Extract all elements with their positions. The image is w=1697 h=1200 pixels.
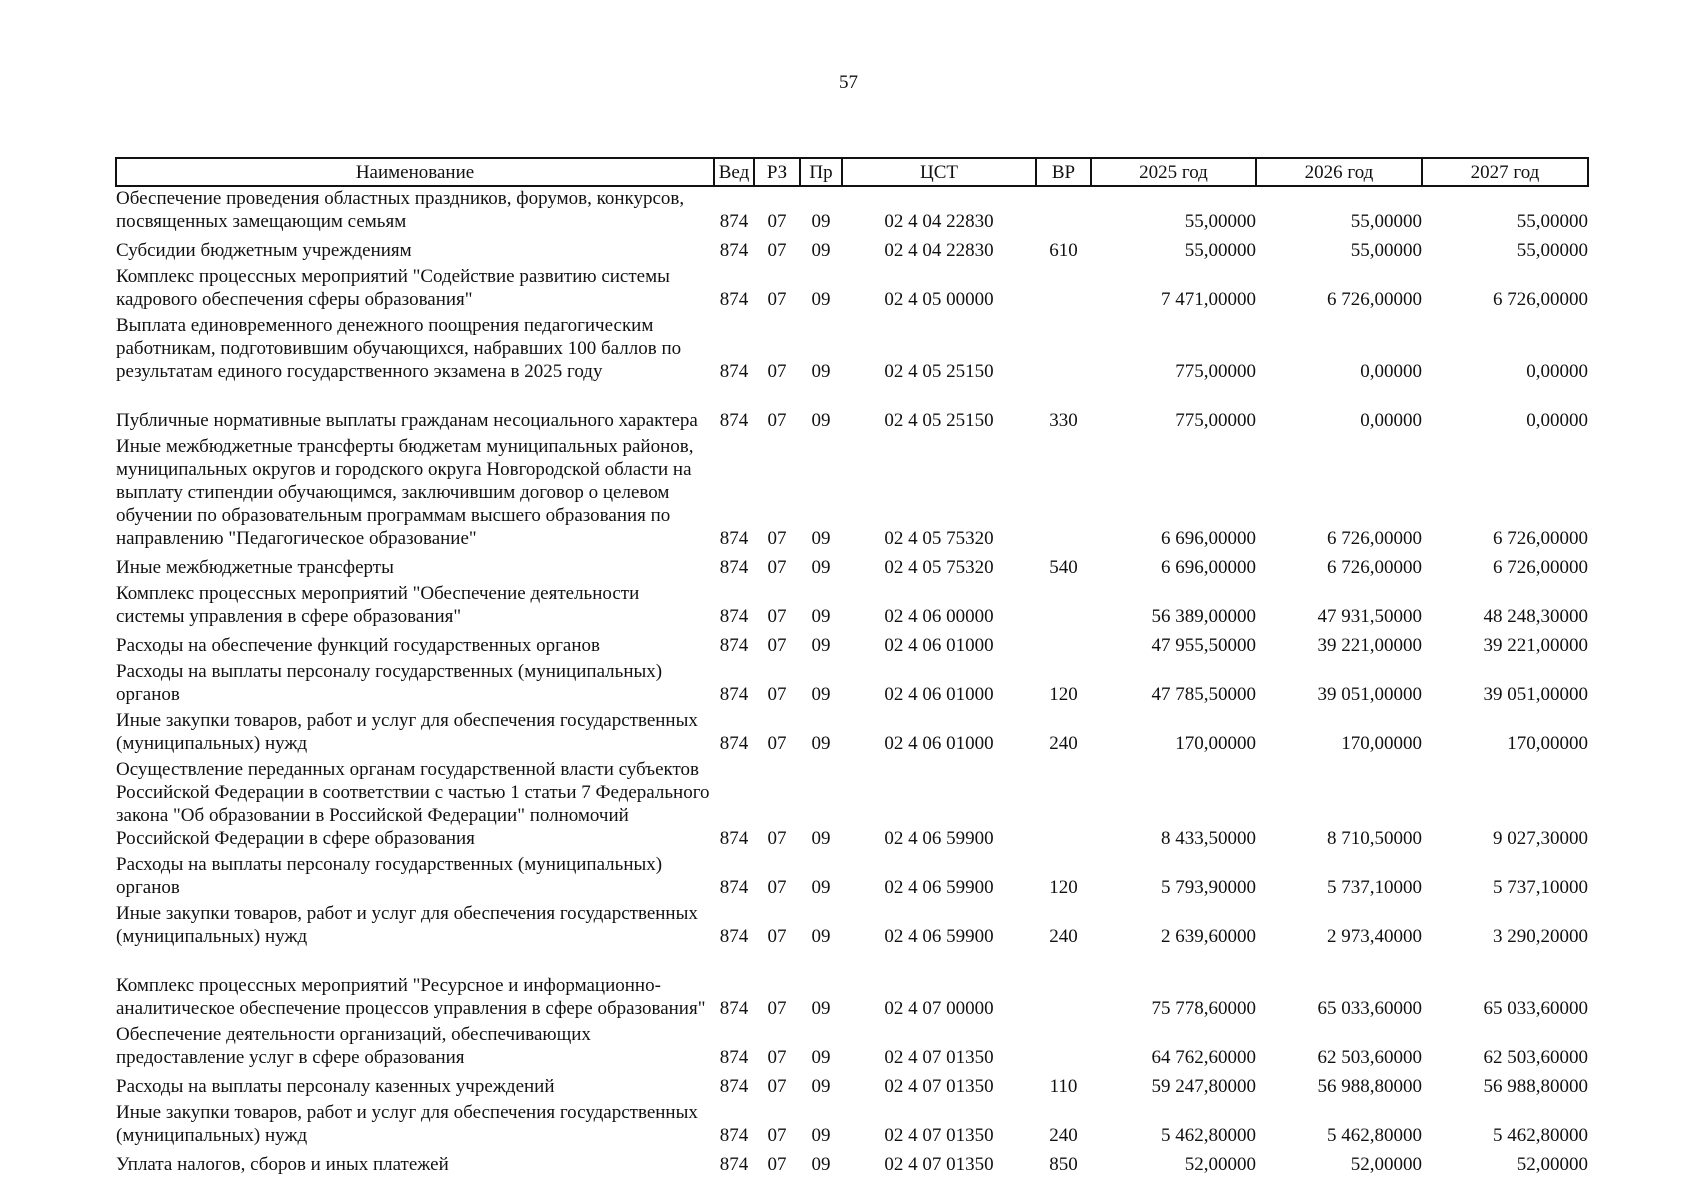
- table-row: [116, 902, 1588, 951]
- cell-vr: 240: [1049, 733, 1078, 754]
- cell-cst: 02 4 07 01350: [884, 1125, 994, 1146]
- cell-vr: [1036, 631, 1091, 660]
- cell-ved: 874: [719, 1125, 749, 1146]
- cell-pr: 09: [811, 289, 831, 310]
- cell-name: Расходы на выплаты персоналу казенных учреждений: [116, 1076, 555, 1097]
- cell-name: Иные закупки товаров, работ и услуг для обеспечения государственных (муниципальных) нужд: [116, 710, 698, 754]
- cell-vr: 540: [1049, 557, 1078, 578]
- cell-name: Выплата единовременного денежного поощрения педагогическим работникам, подготовившим обучающихся, набравших 100 баллов по результатам единого государственного экзамена в 2025 году: [116, 315, 682, 382]
- table-row: [116, 1150, 1588, 1179]
- cell-2027: 5 462,80000: [1493, 1125, 1588, 1146]
- cell-ved: 874: [719, 998, 749, 1019]
- cell-2027: 39 221,00000: [1483, 635, 1588, 656]
- cell-cst: 02 4 06 00000: [884, 606, 994, 627]
- cell-2027: 55,00000: [1516, 211, 1588, 232]
- cell-vr: 110: [1049, 1076, 1078, 1097]
- cell-ved: 874: [719, 733, 749, 754]
- cell-rz: 07: [767, 211, 787, 232]
- cell-cst: 02 4 06 01000: [884, 733, 994, 754]
- budget-table: [115, 157, 1589, 1179]
- cell-2025: 6 696,00000: [1161, 528, 1256, 549]
- cell-pr: 09: [811, 828, 831, 849]
- cell-2026: 170,00000: [1341, 733, 1422, 754]
- cell-name: Публичные нормативные выплаты гражданам несоциального характера: [116, 410, 698, 431]
- cell-cst: 02 4 07 01350: [884, 1154, 994, 1175]
- cell-pr: 09: [811, 1047, 831, 1068]
- cell-pr: 09: [811, 1125, 831, 1146]
- cell-vr: 330: [1049, 410, 1078, 431]
- cell-ved: 874: [719, 240, 749, 261]
- cell-ved: 874: [719, 1047, 749, 1068]
- cell-pr: 09: [811, 1154, 831, 1175]
- cell-name: Субсидии бюджетным учреждениям: [116, 240, 412, 261]
- cell-vr: 240: [1049, 926, 1078, 947]
- cell-2025: 8 433,50000: [1161, 828, 1256, 849]
- cell-ved: 874: [719, 289, 749, 310]
- cell-2027: 3 290,20000: [1493, 926, 1588, 947]
- table-row: [116, 709, 1588, 758]
- cell-rz: 07: [767, 410, 787, 431]
- cell-2025: 7 471,00000: [1161, 289, 1256, 310]
- cell-vr: [1036, 186, 1091, 236]
- cell-rz: 07: [767, 1076, 787, 1097]
- cell-2025: 64 762,60000: [1151, 1047, 1256, 1068]
- cell-name: Расходы на выплаты персоналу государственных (муниципальных) органов: [116, 854, 663, 898]
- cell-2026: 39 221,00000: [1317, 635, 1422, 656]
- cell-2027: 48 248,30000: [1483, 606, 1588, 627]
- cell-2026: 5 462,80000: [1327, 1125, 1422, 1146]
- cell-ved: 874: [719, 926, 749, 947]
- cell-2025: 52,00000: [1184, 1154, 1256, 1175]
- cell-rz: 07: [767, 289, 787, 310]
- table-row: [116, 853, 1588, 902]
- cell-vr: [1036, 435, 1091, 553]
- cell-rz: 07: [767, 240, 787, 261]
- cell-pr: 09: [811, 877, 831, 898]
- cell-2027: 5 737,10000: [1493, 877, 1588, 898]
- cell-2026: 65 033,60000: [1317, 998, 1422, 1019]
- cell-cst: 02 4 06 59900: [884, 828, 994, 849]
- cell-name: Иные закупки товаров, работ и услуг для обеспечения государственных (муниципальных) нужд: [116, 903, 698, 947]
- table-header: [116, 158, 1588, 186]
- cell-2026: 55,00000: [1350, 211, 1422, 232]
- cell-name: Комплекс процессных мероприятий "Обеспечение деятельности системы управления в сфере образования": [116, 583, 640, 627]
- cell-2025: 47 785,50000: [1151, 684, 1256, 705]
- cell-cst: 02 4 04 22830: [884, 211, 994, 232]
- cell-2026: 6 726,00000: [1327, 557, 1422, 578]
- cell-2025: 55,00000: [1184, 240, 1256, 261]
- header-rz: РЗ: [754, 158, 800, 186]
- table-body: [116, 186, 1588, 1179]
- cell-name: Иные межбюджетные трансферты бюджетам муниципальных районов, муниципальных округов и городского округа Новгородской области на выплату стипендии обучающимся, заключившим договор о целевом обучении по образовательным программам высшего образования по направлению "Педагогическое образование": [116, 436, 694, 549]
- cell-rz: 07: [767, 606, 787, 627]
- cell-name: Уплата налогов, сборов и иных платежей: [116, 1154, 449, 1175]
- cell-cst: 02 4 05 75320: [884, 557, 994, 578]
- cell-vr: 850: [1049, 1154, 1078, 1175]
- cell-ved: 874: [719, 361, 749, 382]
- cell-name: Осуществление переданных органам государственной власти субъектов Российской Федерации в соответствии с частью 1 статьи 7 Федерального закона "Об образовании в Российской Федерации" полномочий Российской Федерации в сфере образования: [116, 759, 710, 849]
- cell-rz: 07: [767, 1047, 787, 1068]
- cell-pr: 09: [811, 410, 831, 431]
- cell-vr: [1036, 314, 1091, 386]
- table-row: [116, 186, 1588, 236]
- cell-cst: 02 4 05 00000: [884, 289, 994, 310]
- cell-cst: 02 4 05 25150: [884, 361, 994, 382]
- table-row: [116, 435, 1588, 553]
- cell-2027: 0,00000: [1526, 410, 1588, 431]
- cell-cst: 02 4 04 22830: [884, 240, 994, 261]
- cell-cst: 02 4 06 59900: [884, 877, 994, 898]
- cell-pr: 09: [811, 211, 831, 232]
- table-row: [116, 1101, 1588, 1150]
- cell-cst: 02 4 07 01350: [884, 1076, 994, 1097]
- cell-name: Обеспечение деятельности организаций, обеспечивающих предоставление услуг в сфере образования: [116, 1024, 591, 1068]
- cell-name: Иные закупки товаров, работ и услуг для обеспечения государственных (муниципальных) нужд: [116, 1102, 698, 1146]
- cell-vr: [1036, 758, 1091, 853]
- cell-pr: 09: [811, 528, 831, 549]
- cell-vr: 610: [1049, 240, 1078, 261]
- cell-cst: 02 4 06 01000: [884, 684, 994, 705]
- cell-pr: 09: [811, 998, 831, 1019]
- cell-2025: 5 462,80000: [1161, 1125, 1256, 1146]
- cell-2025: 47 955,50000: [1151, 635, 1256, 656]
- cell-vr: [1036, 265, 1091, 314]
- cell-pr: 09: [811, 606, 831, 627]
- header-vr: ВР: [1036, 158, 1091, 186]
- cell-ved: 874: [719, 557, 749, 578]
- cell-2027: 39 051,00000: [1483, 684, 1588, 705]
- cell-ved: 874: [719, 1154, 749, 1175]
- cell-2025: 775,00000: [1175, 361, 1256, 382]
- cell-rz: 07: [767, 733, 787, 754]
- header-pr: Пр: [800, 158, 842, 186]
- cell-pr: 09: [811, 733, 831, 754]
- cell-ved: 874: [719, 606, 749, 627]
- cell-rz: 07: [767, 528, 787, 549]
- cell-rz: 07: [767, 635, 787, 656]
- cell-2027: 55,00000: [1516, 240, 1588, 261]
- cell-vr: 120: [1049, 877, 1078, 898]
- cell-cst: 02 4 07 00000: [884, 998, 994, 1019]
- cell-name: Расходы на обеспечение функций государственных органов: [116, 635, 600, 656]
- cell-2026: 47 931,50000: [1317, 606, 1422, 627]
- cell-pr: 09: [811, 361, 831, 382]
- cell-pr: 09: [811, 926, 831, 947]
- cell-name: Комплекс процессных мероприятий "Ресурсное и информационно-аналитическое обеспечение процессов управления в сфере образования": [116, 975, 706, 1019]
- cell-vr: [1036, 582, 1091, 631]
- cell-2026: 5 737,10000: [1327, 877, 1422, 898]
- table-row: [116, 631, 1588, 660]
- cell-ved: 874: [719, 635, 749, 656]
- cell-2026: 56 988,80000: [1317, 1076, 1422, 1097]
- cell-rz: 07: [767, 557, 787, 578]
- header-2025: 2025 год: [1091, 158, 1256, 186]
- cell-2026: 39 051,00000: [1317, 684, 1422, 705]
- cell-2026: 2 973,40000: [1327, 926, 1422, 947]
- cell-cst: 02 4 05 75320: [884, 528, 994, 549]
- cell-rz: 07: [767, 1154, 787, 1175]
- cell-2025: 2 639,60000: [1161, 926, 1256, 947]
- cell-2025: 55,00000: [1184, 211, 1256, 232]
- header-name: Наименование: [116, 158, 714, 186]
- cell-2027: 62 503,60000: [1483, 1047, 1588, 1068]
- cell-pr: 09: [811, 240, 831, 261]
- cell-2027: 6 726,00000: [1493, 528, 1588, 549]
- cell-ved: 874: [719, 410, 749, 431]
- cell-cst: 02 4 07 01350: [884, 1047, 994, 1068]
- cell-pr: 09: [811, 684, 831, 705]
- cell-2026: 62 503,60000: [1317, 1047, 1422, 1068]
- header-cst: ЦСТ: [842, 158, 1036, 186]
- cell-rz: 07: [767, 1125, 787, 1146]
- cell-name: Обеспечение проведения областных праздников, форумов, конкурсов, посвященных замещающим семьям: [116, 188, 685, 232]
- cell-ved: 874: [719, 684, 749, 705]
- cell-rz: 07: [767, 877, 787, 898]
- cell-2026: 55,00000: [1350, 240, 1422, 261]
- cell-2027: 0,00000: [1526, 361, 1588, 382]
- table-row: [116, 1072, 1588, 1101]
- header-2027: 2027 год: [1422, 158, 1588, 186]
- cell-2025: 170,00000: [1175, 733, 1256, 754]
- cell-2026: 6 726,00000: [1327, 289, 1422, 310]
- header-2026: 2026 год: [1256, 158, 1422, 186]
- cell-name: Расходы на выплаты персоналу государственных (муниципальных) органов: [116, 661, 663, 705]
- cell-ved: 874: [719, 828, 749, 849]
- cell-2027: 170,00000: [1507, 733, 1588, 754]
- cell-vr: [1036, 1023, 1091, 1072]
- cell-rz: 07: [767, 828, 787, 849]
- table-row: [116, 1023, 1588, 1072]
- cell-name: Иные межбюджетные трансферты: [116, 557, 394, 578]
- cell-2027: 65 033,60000: [1483, 998, 1588, 1019]
- cell-cst: 02 4 05 25150: [884, 410, 994, 431]
- cell-2025: 59 247,80000: [1151, 1076, 1256, 1097]
- cell-2027: 6 726,00000: [1493, 557, 1588, 578]
- cell-2026: 6 726,00000: [1327, 528, 1422, 549]
- cell-ved: 874: [719, 528, 749, 549]
- cell-2027: 56 988,80000: [1483, 1076, 1588, 1097]
- cell-name: Комплекс процессных мероприятий "Содействие развитию системы кадрового обеспечения сферы образования": [116, 266, 670, 310]
- cell-rz: 07: [767, 926, 787, 947]
- cell-2025: 75 778,60000: [1151, 998, 1256, 1019]
- table-row: [116, 553, 1588, 582]
- table-row: [116, 386, 1588, 435]
- cell-2027: 52,00000: [1516, 1154, 1588, 1175]
- page-number: 57: [839, 72, 858, 93]
- cell-cst: 02 4 06 59900: [884, 926, 994, 947]
- table-row: [116, 314, 1588, 386]
- cell-rz: 07: [767, 361, 787, 382]
- cell-2027: 6 726,00000: [1493, 289, 1588, 310]
- cell-2025: 5 793,90000: [1161, 877, 1256, 898]
- cell-ved: 874: [719, 877, 749, 898]
- cell-2026: 8 710,50000: [1327, 828, 1422, 849]
- table-row: [116, 660, 1588, 709]
- cell-2026: 52,00000: [1350, 1154, 1422, 1175]
- cell-ved: 874: [719, 211, 749, 232]
- cell-vr: 120: [1049, 684, 1078, 705]
- cell-2026: 0,00000: [1360, 361, 1422, 382]
- table-row: [116, 236, 1588, 265]
- cell-pr: 09: [811, 635, 831, 656]
- cell-vr: [1036, 951, 1091, 1023]
- cell-ved: 874: [719, 1076, 749, 1097]
- cell-rz: 07: [767, 684, 787, 705]
- table-row: [116, 582, 1588, 631]
- cell-2025: 56 389,00000: [1151, 606, 1256, 627]
- cell-2025: 775,00000: [1175, 410, 1256, 431]
- cell-cst: 02 4 06 01000: [884, 635, 994, 656]
- cell-pr: 09: [811, 557, 831, 578]
- header-ved: Вед: [714, 158, 754, 186]
- table-row: [116, 758, 1588, 853]
- cell-2026: 0,00000: [1360, 410, 1422, 431]
- cell-2027: 9 027,30000: [1493, 828, 1588, 849]
- cell-pr: 09: [811, 1076, 831, 1097]
- cell-2025: 6 696,00000: [1161, 557, 1256, 578]
- cell-rz: 07: [767, 998, 787, 1019]
- table-row: [116, 265, 1588, 314]
- cell-vr: 240: [1049, 1125, 1078, 1146]
- table-row: [116, 951, 1588, 1023]
